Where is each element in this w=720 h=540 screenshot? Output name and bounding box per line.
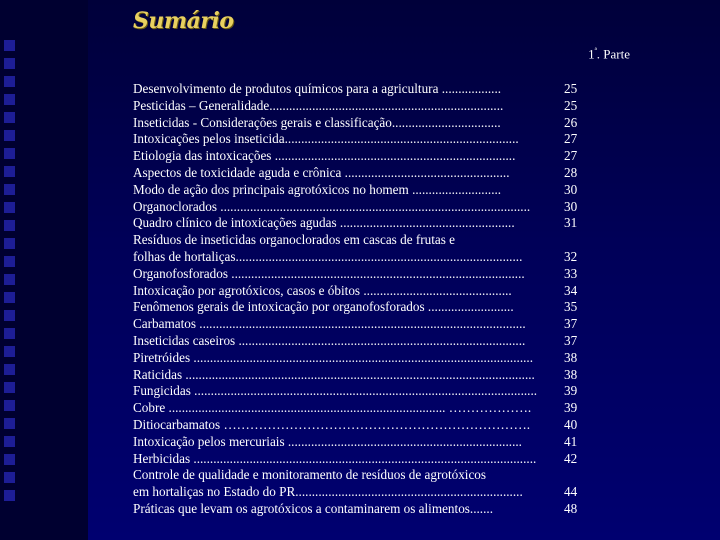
toc-entry <box>133 367 583 384</box>
toc-entry <box>133 383 583 400</box>
toc-entry <box>133 115 583 132</box>
toc-entry-title: Carbamatos ................................................................................................... <box>133 316 526 332</box>
decorative-square <box>4 400 15 411</box>
decorative-square <box>4 346 15 357</box>
toc-entry-title: Inseticidas caseiros ....................................................................................... <box>133 332 526 348</box>
toc-entry-page: 35 <box>564 299 578 315</box>
toc-entry <box>133 165 583 182</box>
decorative-square <box>4 382 15 393</box>
toc-entry-title: Controle de qualidade e monitoramento de resíduos de agrotóxicos <box>133 467 487 483</box>
toc-entry <box>133 467 583 484</box>
toc-entry <box>133 98 583 115</box>
toc-entry-page: 33 <box>564 265 578 281</box>
decorative-square <box>4 76 15 87</box>
toc-entry-title: Organofosforados ......................................................................................... <box>133 265 525 281</box>
part-label: $1^ª$. Parte <box>588 46 630 62</box>
decorative-square <box>4 202 15 213</box>
toc-entry <box>133 299 583 316</box>
toc-entry <box>133 148 583 165</box>
toc-entry-title: Práticas que levam os agrotóxicos a contaminarem os alimentos....... <box>133 500 493 516</box>
toc-entry <box>133 131 583 148</box>
toc-entry-page: 34 <box>564 282 578 298</box>
toc-entry-title: Herbicidas ........................................................................................................ <box>133 450 537 466</box>
toc-entry-title: Fenômenos gerais de intoxicação por organofosforados .......................... <box>133 299 514 315</box>
decorative-square <box>4 256 15 267</box>
toc-entry-title: Resíduos de inseticidas organoclorados em cascas de frutas e <box>133 232 456 248</box>
toc-entry-page: 25 <box>564 97 578 113</box>
decorative-square <box>4 166 15 177</box>
toc-entry-page: 48 <box>564 500 578 516</box>
toc-entry-title: Intoxicação por agrotóxicos, casos e óbitos ............................................. <box>133 282 512 298</box>
toc-entry <box>133 417 583 434</box>
toc-entry-title: Fungicidas ........................................................................................................ <box>133 383 538 399</box>
decorative-square <box>4 130 15 141</box>
toc-entry-page: 26 <box>564 114 578 130</box>
toc-entry-page: 28 <box>564 164 578 180</box>
decorative-square <box>4 94 15 105</box>
toc-entry-page: 30 <box>564 198 578 214</box>
toc-entry-page: 27 <box>564 131 578 147</box>
toc-entry <box>133 81 583 98</box>
toc-entry-page: 39 <box>564 383 578 399</box>
toc-entry-title: Desenvolvimento de produtos químicos para a agricultura .................. <box>133 81 502 96</box>
toc-entry <box>133 400 583 417</box>
decorative-square <box>4 418 15 429</box>
toc-entry <box>133 316 583 333</box>
toc-entry <box>133 434 583 451</box>
decorative-square <box>4 454 15 465</box>
toc-entry-title: folhas de hortaliças....................................................................................... <box>133 248 523 264</box>
toc-entry-title: Pesticidas – Generalidade....................................................................... <box>133 97 504 113</box>
toc-entry-title: em hortaliças no Estado do PR..................................................................... <box>133 484 523 500</box>
decorative-square <box>4 490 15 501</box>
toc-entry <box>133 182 583 199</box>
toc-entry-title: Quadro clínico de intoxicações agudas ..................................................... <box>133 215 515 231</box>
toc-entry-page: 37 <box>564 316 578 332</box>
decorative-square <box>4 274 15 285</box>
toc-entry-page: 44 <box>564 484 578 500</box>
decorative-square <box>4 148 15 159</box>
decorative-square <box>4 238 15 249</box>
toc-entry <box>133 215 583 232</box>
toc-entry <box>133 501 583 518</box>
toc-entry-title: Aspectos de toxicidade aguda e crônica .................................................. <box>133 164 510 180</box>
toc-entry <box>133 199 583 216</box>
decorative-square <box>4 112 15 123</box>
toc-entry-title: Piretróides ....................................................................................................... <box>133 349 534 365</box>
toc-entry-page: 32 <box>564 248 578 264</box>
toc-entry-page: 25 <box>564 81 578 96</box>
decorative-square <box>4 364 15 375</box>
toc-entry <box>133 283 583 300</box>
table-of-contents <box>133 81 583 518</box>
decorative-square <box>4 184 15 195</box>
toc-entry-page: 30 <box>564 181 578 197</box>
decorative-squares <box>4 40 18 508</box>
decorative-square <box>4 472 15 483</box>
page-title: Sumário <box>133 8 234 34</box>
toc-entry-title: Intoxicação pelos mercuriais ....................................................................... <box>133 433 522 449</box>
decorative-square <box>4 292 15 303</box>
toc-entry-page: 38 <box>564 349 578 365</box>
toc-entry <box>133 350 583 367</box>
toc-entry-title: Intoxicações pelos inseticida....................................................................... <box>133 131 519 147</box>
toc-entry <box>133 232 583 249</box>
toc-entry-title: Organoclorados .............................................................................................. <box>133 198 531 214</box>
decorative-square <box>4 58 15 69</box>
toc-entry <box>133 333 583 350</box>
toc-entry <box>133 451 583 468</box>
decorative-square <box>4 436 15 447</box>
toc-entry-title: Cobre .................................................................................... ………………. <box>133 400 532 416</box>
toc-entry-page: 39 <box>564 400 578 416</box>
left-decorative-strip <box>0 0 88 540</box>
toc-entry <box>133 249 583 266</box>
toc-entry-title: Inseticidas - Considerações gerais e classificação................................. <box>133 114 501 130</box>
toc-entry-page: 41 <box>564 433 578 449</box>
toc-entry-page: 27 <box>564 148 578 164</box>
toc-entry <box>133 266 583 283</box>
decorative-square <box>4 40 15 51</box>
toc-entry-title: Raticidas .......................................................................................................... <box>133 366 535 382</box>
toc-entry-page: 31 <box>564 215 578 231</box>
toc-entry-title: Modo de ação dos principais agrotóxicos no homem ........................... <box>133 181 502 197</box>
decorative-square <box>4 328 15 339</box>
toc-entry <box>133 484 583 501</box>
toc-entry-title: Etiologia das intoxicações ......................................................................... <box>133 148 516 164</box>
toc-entry-title: Ditiocarbamatos ……………………………………………………………. <box>133 416 531 432</box>
toc-entry-page: 40 <box>564 416 578 432</box>
toc-entry-page: 37 <box>564 332 578 348</box>
toc-entry-page: 38 <box>564 366 578 382</box>
decorative-square <box>4 220 15 231</box>
toc-entry-page: 42 <box>564 450 578 466</box>
decorative-square <box>4 310 15 321</box>
